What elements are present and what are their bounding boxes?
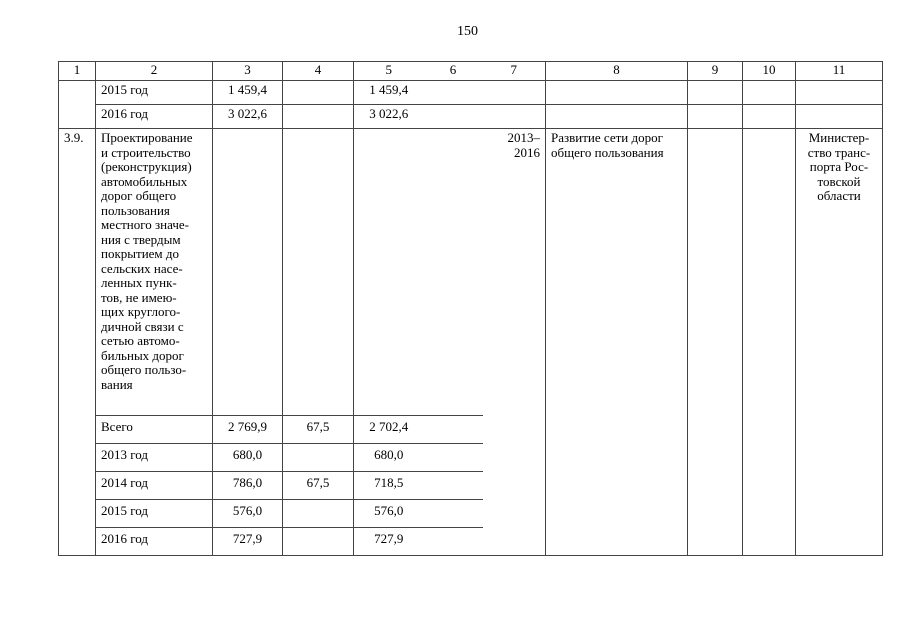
item-period-cell: 2013– 2016 xyxy=(483,129,546,556)
table-row xyxy=(59,105,883,129)
federal-value-cell xyxy=(283,444,354,472)
item-total-empty xyxy=(213,129,283,416)
col6-cell xyxy=(424,472,483,500)
col9-cell xyxy=(688,81,743,105)
header-cell-11: 11 xyxy=(796,62,883,81)
federal-value-cell xyxy=(283,528,354,556)
row-label-cell: 2015 год xyxy=(96,500,213,528)
header-cell-3: 3 xyxy=(213,62,283,81)
col6-cell xyxy=(424,416,483,444)
header-cell-5: 5 xyxy=(354,62,424,81)
federal-value-cell xyxy=(283,105,354,129)
col9-cell xyxy=(688,105,743,129)
col11-cell xyxy=(796,81,883,105)
col6-cell xyxy=(424,444,483,472)
item-col10-cell xyxy=(743,129,796,556)
regional-value-cell: 718,5 xyxy=(354,472,424,500)
row-label-cell: 2013 год xyxy=(96,444,213,472)
item-col9-cell xyxy=(688,129,743,556)
col8-cell xyxy=(546,105,688,129)
total-value-cell: 576,0 xyxy=(213,500,283,528)
col10-cell xyxy=(743,81,796,105)
total-value-cell: 786,0 xyxy=(213,472,283,500)
year-label-cell: 2015 год xyxy=(96,81,213,105)
regional-value-cell: 1 459,4 xyxy=(354,81,424,105)
column-number-row xyxy=(59,62,883,81)
total-value-cell: 1 459,4 xyxy=(213,81,283,105)
header-cell-10: 10 xyxy=(743,62,796,81)
row-label-cell: 2014 год xyxy=(96,472,213,500)
federal-value-cell xyxy=(283,81,354,105)
col6-cell xyxy=(424,105,483,129)
col11-cell xyxy=(796,105,883,129)
header-cell-4: 4 xyxy=(283,62,354,81)
item-executor-cell: Министер- ство транс- порта Рос- товской области xyxy=(796,129,883,556)
col6-cell xyxy=(424,500,483,528)
col10-cell xyxy=(743,105,796,129)
header-cell-1: 1 xyxy=(59,62,96,81)
header-cell-9: 9 xyxy=(688,62,743,81)
item-result-cell: Развитие сети дорог общего пользования xyxy=(546,129,688,556)
federal-value-cell xyxy=(283,500,354,528)
col7-cell xyxy=(483,81,546,105)
col6-cell xyxy=(424,528,483,556)
regional-value-cell: 576,0 xyxy=(354,500,424,528)
col8-cell xyxy=(546,81,688,105)
header-cell-8: 8 xyxy=(546,62,688,81)
year-label-cell: 2016 год xyxy=(96,105,213,129)
page-number: 150 xyxy=(457,24,478,39)
row-label-cell: 2016 год xyxy=(96,528,213,556)
item-regional-empty xyxy=(354,129,424,416)
total-value-cell: 2 769,9 xyxy=(213,416,283,444)
federal-value-cell: 67,5 xyxy=(283,472,354,500)
col7-cell xyxy=(483,105,546,129)
row-label-cell: Всего xyxy=(96,416,213,444)
regional-value-cell: 2 702,4 xyxy=(354,416,424,444)
regional-value-cell: 727,9 xyxy=(354,528,424,556)
federal-value-cell: 67,5 xyxy=(283,416,354,444)
header-cell-2: 2 xyxy=(96,62,213,81)
regional-value-cell: 680,0 xyxy=(354,444,424,472)
table-row xyxy=(59,81,883,105)
item-row xyxy=(59,129,883,416)
item-name-cell: Проектирование и строительство (реконструкция) автомобильных дорог общего пользования местного значе- ния с твердым покрытием до сельских насе- ленных пунк- тов, не имею- щих круглого- дичной связи с сетью автомо- бильных дорог общего пользо- вания xyxy=(96,129,213,416)
header-cell-7: 7 xyxy=(483,62,546,81)
total-value-cell: 727,9 xyxy=(213,528,283,556)
empty-number-cell xyxy=(59,81,96,129)
col6-cell xyxy=(424,81,483,105)
header-cell-6: 6 xyxy=(424,62,483,81)
item-col6-empty xyxy=(424,129,483,416)
regional-value-cell: 3 022,6 xyxy=(354,105,424,129)
total-value-cell: 3 022,6 xyxy=(213,105,283,129)
program-table xyxy=(58,61,883,556)
item-federal-empty xyxy=(283,129,354,416)
item-number-cell: 3.9. xyxy=(59,129,96,556)
total-value-cell: 680,0 xyxy=(213,444,283,472)
